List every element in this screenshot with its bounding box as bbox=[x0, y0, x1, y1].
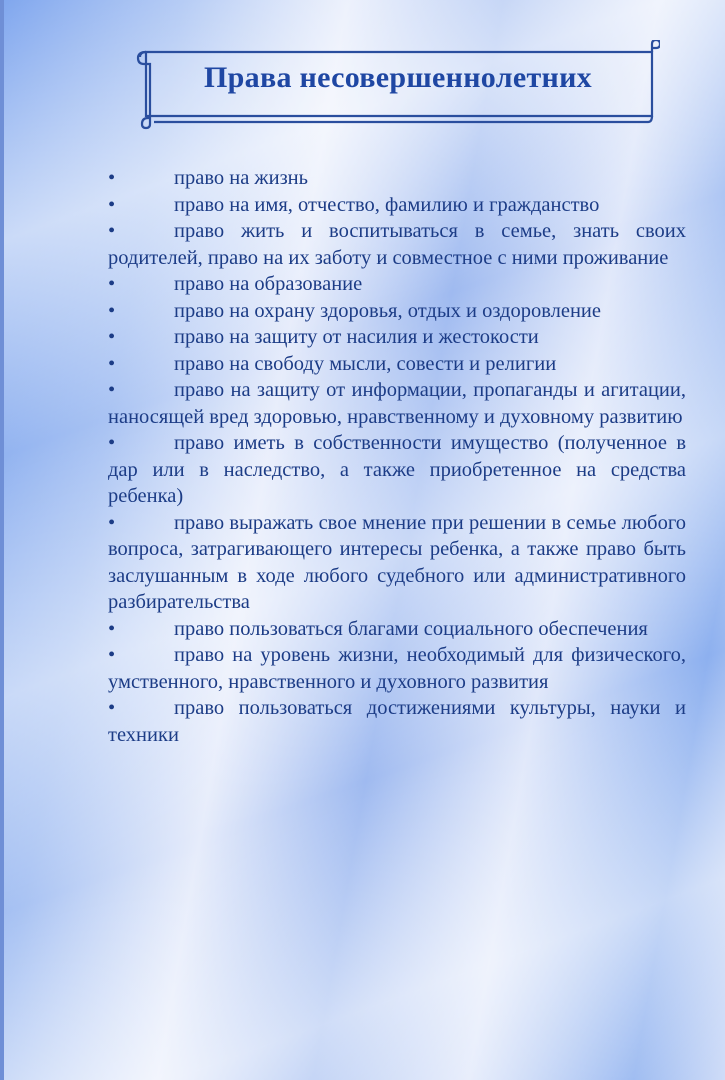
bullet-icon bbox=[108, 165, 174, 192]
list-item-text: право пользоваться достижениями культуры, науки и техники bbox=[108, 697, 686, 746]
list-item-text: право жить и воспитываться в семье, знать своих родителей, право на их заботу и совместное с ними проживание bbox=[108, 220, 686, 269]
list-item bbox=[108, 510, 686, 616]
list-item bbox=[108, 271, 686, 298]
list-item bbox=[108, 192, 686, 219]
bullet-icon bbox=[108, 616, 174, 643]
list-item bbox=[108, 324, 686, 351]
rights-list bbox=[108, 165, 686, 748]
list-item bbox=[108, 298, 686, 325]
list-item-text: право на образование bbox=[174, 273, 363, 295]
bullet-icon bbox=[108, 642, 174, 669]
title-scroll-banner bbox=[136, 40, 660, 130]
list-item bbox=[108, 351, 686, 378]
list-item-text: право на имя, отчество, фамилию и гражданство bbox=[174, 193, 600, 216]
list-item-text: право на свободу мысли, совести и религии bbox=[174, 352, 557, 375]
bullet-icon bbox=[108, 324, 174, 351]
list-item bbox=[108, 695, 686, 748]
list-item bbox=[108, 218, 686, 271]
bullet-icon bbox=[108, 377, 174, 404]
bullet-icon bbox=[108, 218, 174, 245]
list-item-text: право на защиту от насилия и жестокости bbox=[174, 326, 539, 348]
list-item bbox=[108, 430, 686, 510]
list-item-text: право на жизнь bbox=[174, 167, 308, 189]
list-item bbox=[108, 165, 686, 192]
list-item bbox=[108, 616, 686, 643]
page-title: Права несовершеннолетних bbox=[204, 61, 592, 94]
list-item-text: право на уровень жизни, необходимый для физического, умственного, нравственного и духовного развития bbox=[108, 644, 686, 693]
list-item-text: право на защиту от информации, пропаганды и агитации, наносящей вред здоровью, нравственному и духовному развитию bbox=[108, 379, 686, 428]
bullet-icon bbox=[108, 351, 174, 378]
list-item-text: право на охрану здоровья, отдых и оздоровление bbox=[174, 299, 602, 322]
list-item-text: право иметь в собственности имущество (полученное в дар или в наследство, а также приобретенное на средства ребенка) bbox=[108, 432, 686, 507]
left-edge-strip bbox=[0, 0, 4, 1080]
bullet-icon bbox=[108, 192, 174, 219]
list-item bbox=[108, 377, 686, 430]
bullet-icon bbox=[108, 430, 174, 457]
list-item-text: право выражать свое мнение при решении в семье любого вопроса, затрагивающего интересы ребенка, а также право быть заслушанным в ходе любого судебного или административного разбирательства bbox=[108, 511, 686, 613]
bullet-icon bbox=[108, 271, 174, 298]
list-item bbox=[108, 642, 686, 695]
bullet-icon bbox=[108, 510, 174, 537]
list-item-text: право пользоваться благами социального обеспечения bbox=[174, 617, 648, 640]
bullet-icon bbox=[108, 695, 174, 722]
bullet-icon bbox=[108, 298, 174, 325]
